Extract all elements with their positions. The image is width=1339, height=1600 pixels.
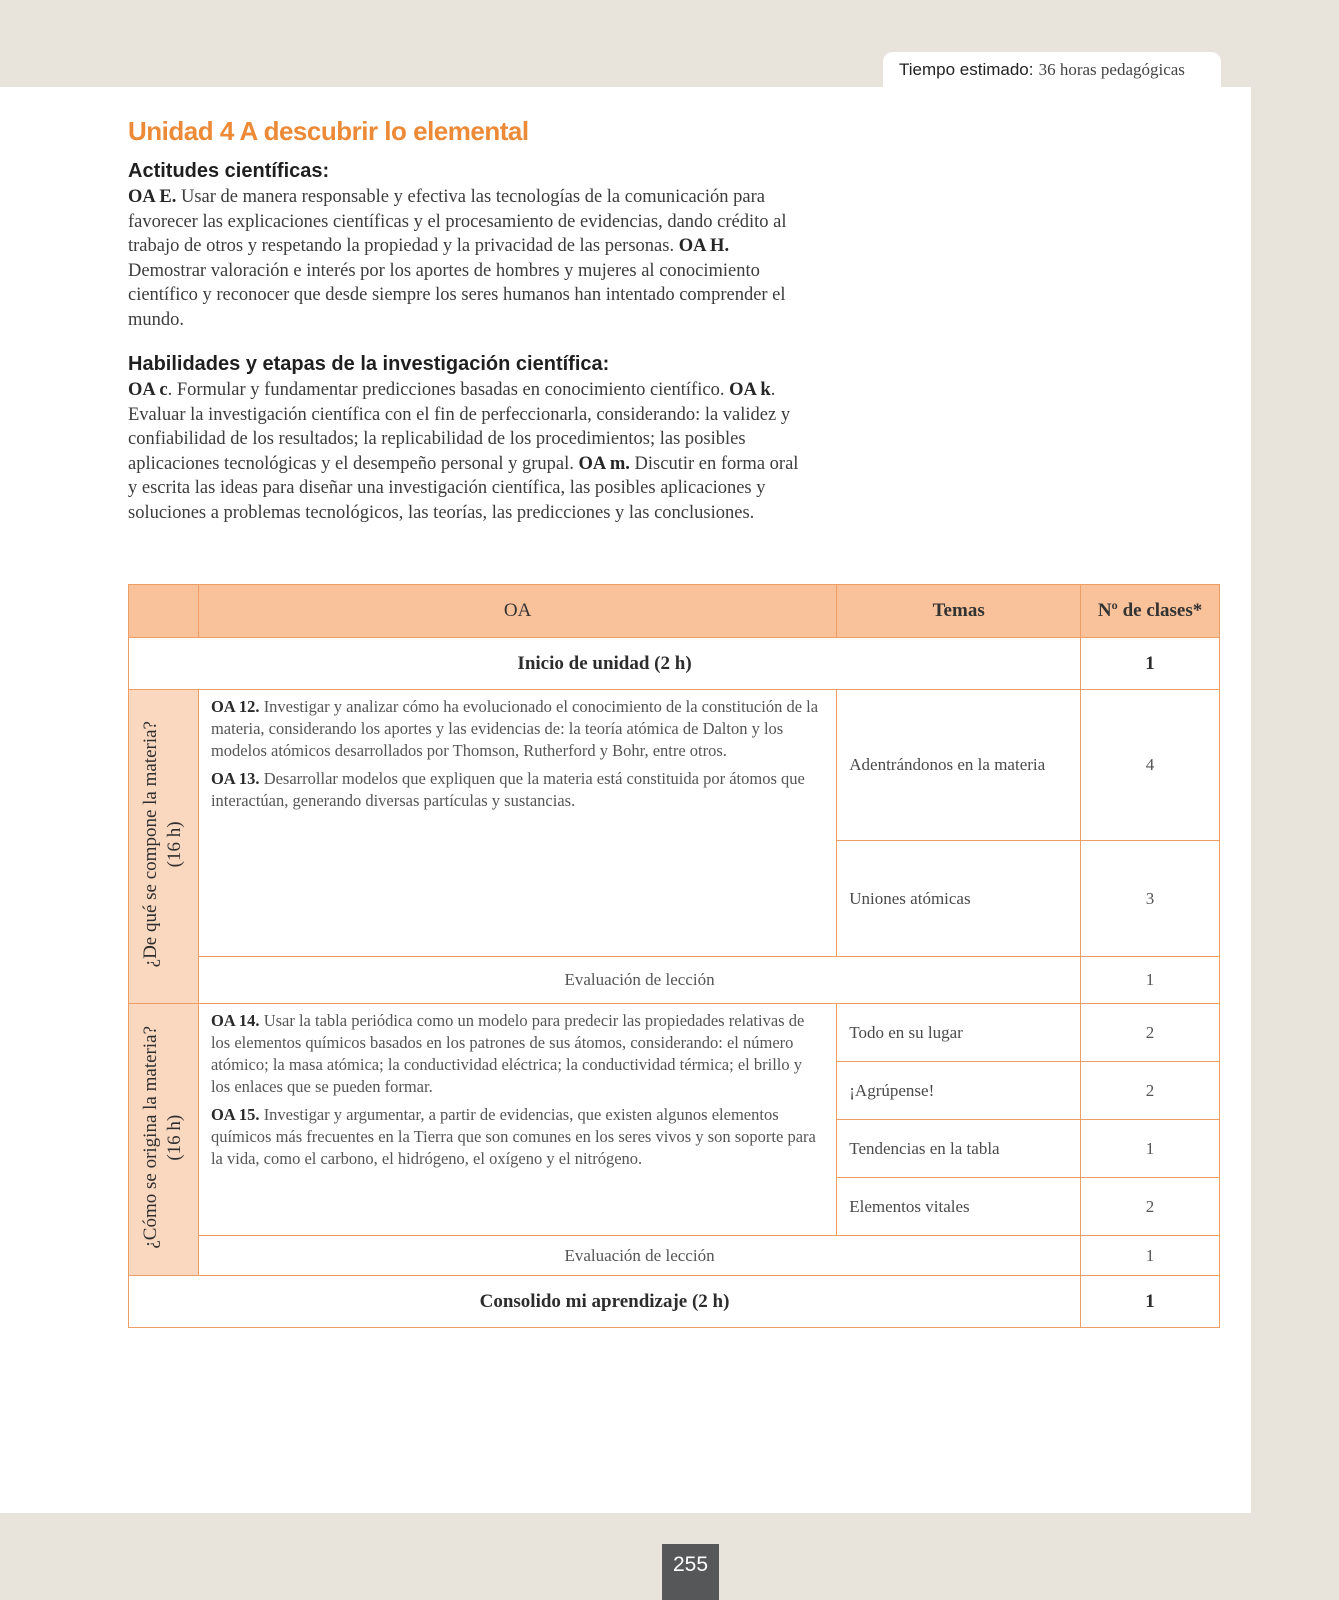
- oa-c-code: OA c: [128, 380, 168, 400]
- oa-c-text: . Formular y fundamentar predicciones basadas en conocimiento científico.: [167, 380, 730, 400]
- oa15-paragraph: [211, 1104, 824, 1170]
- oa-k-code: OA k: [729, 380, 771, 400]
- tema-cell: Tendencias en la tabla: [837, 1120, 1081, 1178]
- lesson1-eval-label: Evaluación de lección: [198, 957, 1080, 1004]
- clases-cell: 2: [1081, 1178, 1220, 1236]
- oa-e-text: Usar de manera responsable y efectiva las tecnologías de la comunicación para favorecer las explicaciones científicas y el procesamiento de evidencias, dando crédito al trabajo de otros y respetando la propiedad y la privacidad de las personas.: [128, 187, 787, 256]
- tema-cell: ¡Agrúpense!: [837, 1062, 1081, 1120]
- oa-k-text: . Evaluar la investigación científica con el fin de perfeccionarla, considerando: la validez y confiabilidad de los resultados; la replicabilidad de los procedimientos; las posibles aplicaciones tecnológicas y el desempeño personal y grupal.: [128, 380, 791, 474]
- habilidades-heading: Habilidades y etapas de la investigación científica:: [128, 353, 610, 375]
- tema-cell: Todo en su lugar: [837, 1004, 1081, 1062]
- header-blank-cell: [129, 585, 199, 638]
- unit-title: Unidad 4 A descubrir lo elemental: [128, 116, 529, 146]
- oa12-code: OA 12.: [210, 697, 260, 716]
- clases-cell: 3: [1081, 841, 1220, 957]
- clases-cell: 2: [1081, 1004, 1220, 1062]
- oa-m-code: OA m.: [578, 453, 630, 474]
- lesson1-oa-cell: [198, 690, 836, 957]
- lesson1-side-hours: (16 h): [164, 821, 186, 867]
- tema-cell: Elementos vitales: [837, 1178, 1081, 1236]
- inicio-clases: 1: [1081, 638, 1220, 690]
- consolido-label: Consolido mi aprendizaje (2 h): [129, 1276, 1081, 1328]
- oa13-code: OA 13.: [210, 769, 260, 788]
- oa14-text: Usar la tabla periódica como un modelo para predecir las propiedades relativas de los elementos químicos basados en los patrones de sus átomos, considerando: el número atómico; la masa atómica; la conductividad eléctrica; la conductividad térmica; el brillo y los enlaces que se pueden formar.: [210, 1011, 805, 1096]
- lesson2-side-hours: (16 h): [164, 1114, 186, 1160]
- time-estimate-value: 36 horas pedagógicas: [1038, 60, 1185, 79]
- header-oa: OA: [198, 585, 836, 638]
- actitudes-paragraph: [128, 185, 808, 332]
- oa-h-text: Demostrar valoración e interés por los aportes de hombres y mujeres al conocimiento científico y reconocer que desde siempre los seres humanos han intentado comprender el mundo.: [128, 260, 786, 330]
- lesson2-eval-row: [129, 1236, 1220, 1276]
- oa13-paragraph: [211, 768, 824, 812]
- habilidades-paragraph: [128, 378, 808, 525]
- inicio-row: [129, 638, 1220, 690]
- lesson2-row: [129, 1004, 1220, 1062]
- consolido-clases: 1: [1081, 1276, 1220, 1328]
- lesson1-row: [129, 690, 1220, 841]
- oa13-text: Desarrollar modelos que expliquen que la materia está constituida por átomos que interactúan, generando diversas partículas y sustancias.: [210, 769, 805, 810]
- oa-e-code: OA E.: [128, 187, 177, 207]
- clases-cell: 2: [1081, 1062, 1220, 1120]
- lesson2-eval-clases: 1: [1081, 1236, 1220, 1276]
- planning-table: [128, 584, 1220, 1328]
- oa12-paragraph: [211, 696, 824, 762]
- oa12-text: Investigar y analizar cómo ha evolucionado el conocimiento de la constitución de la materia, considerando los aportes y las evidencias de: la teoría atómica de Dalton y los modelos atómicos desarrollados por Thomson, Rutherford y Bohr, entre otros.: [210, 697, 819, 760]
- tema-cell: Adentrándonos en la materia: [837, 690, 1081, 841]
- lesson1-side-label: [129, 690, 199, 1004]
- lesson1-side-title: ¿De qué se compone la materia?: [140, 720, 162, 968]
- oa15-text: Investigar y argumentar, a partir de evidencias, que existen algunos elementos químicos más frecuentes en la Tierra que son comunes en los seres vivos y son soporte para la vida, como el carbono, el hidrógeno, el oxígeno y el nitrógeno.: [210, 1105, 816, 1168]
- header-temas: Temas: [837, 585, 1081, 638]
- header-clases: Nº de clases*: [1081, 585, 1220, 638]
- lesson2-side-label: [129, 1004, 199, 1276]
- lesson2-side-title: ¿Cómo se origina la materia?: [140, 1025, 162, 1249]
- page-number: 255: [662, 1544, 719, 1600]
- time-estimate-label: Tiempo estimado:: [899, 60, 1034, 79]
- oa15-code: OA 15.: [210, 1105, 260, 1124]
- oa14-code: OA 14.: [210, 1011, 260, 1030]
- time-estimate-tab: [883, 52, 1221, 88]
- lesson1-eval-row: [129, 957, 1220, 1004]
- clases-cell: 1: [1081, 1120, 1220, 1178]
- actitudes-heading: Actitudes científicas:: [128, 160, 330, 182]
- oa14-paragraph: [211, 1010, 824, 1098]
- table-header-row: [129, 585, 1220, 638]
- lesson2-eval-label: Evaluación de lección: [198, 1236, 1080, 1276]
- lesson1-eval-clases: 1: [1081, 957, 1220, 1004]
- lesson2-oa-cell: [198, 1004, 836, 1236]
- tema-cell: Uniones atómicas: [837, 841, 1081, 957]
- clases-cell: 4: [1081, 690, 1220, 841]
- oa-m-text: Discutir en forma oral y escrita las ideas para diseñar una investigación científica, las posibles aplicaciones y soluciones a problemas tecnológicos, las teorías, las predicciones y las conclusiones.: [128, 453, 799, 523]
- oa-h-code: OA H.: [678, 236, 730, 256]
- consolido-row: [129, 1276, 1220, 1328]
- unit-intro: [128, 116, 808, 525]
- inicio-label: Inicio de unidad (2 h): [129, 638, 1081, 690]
